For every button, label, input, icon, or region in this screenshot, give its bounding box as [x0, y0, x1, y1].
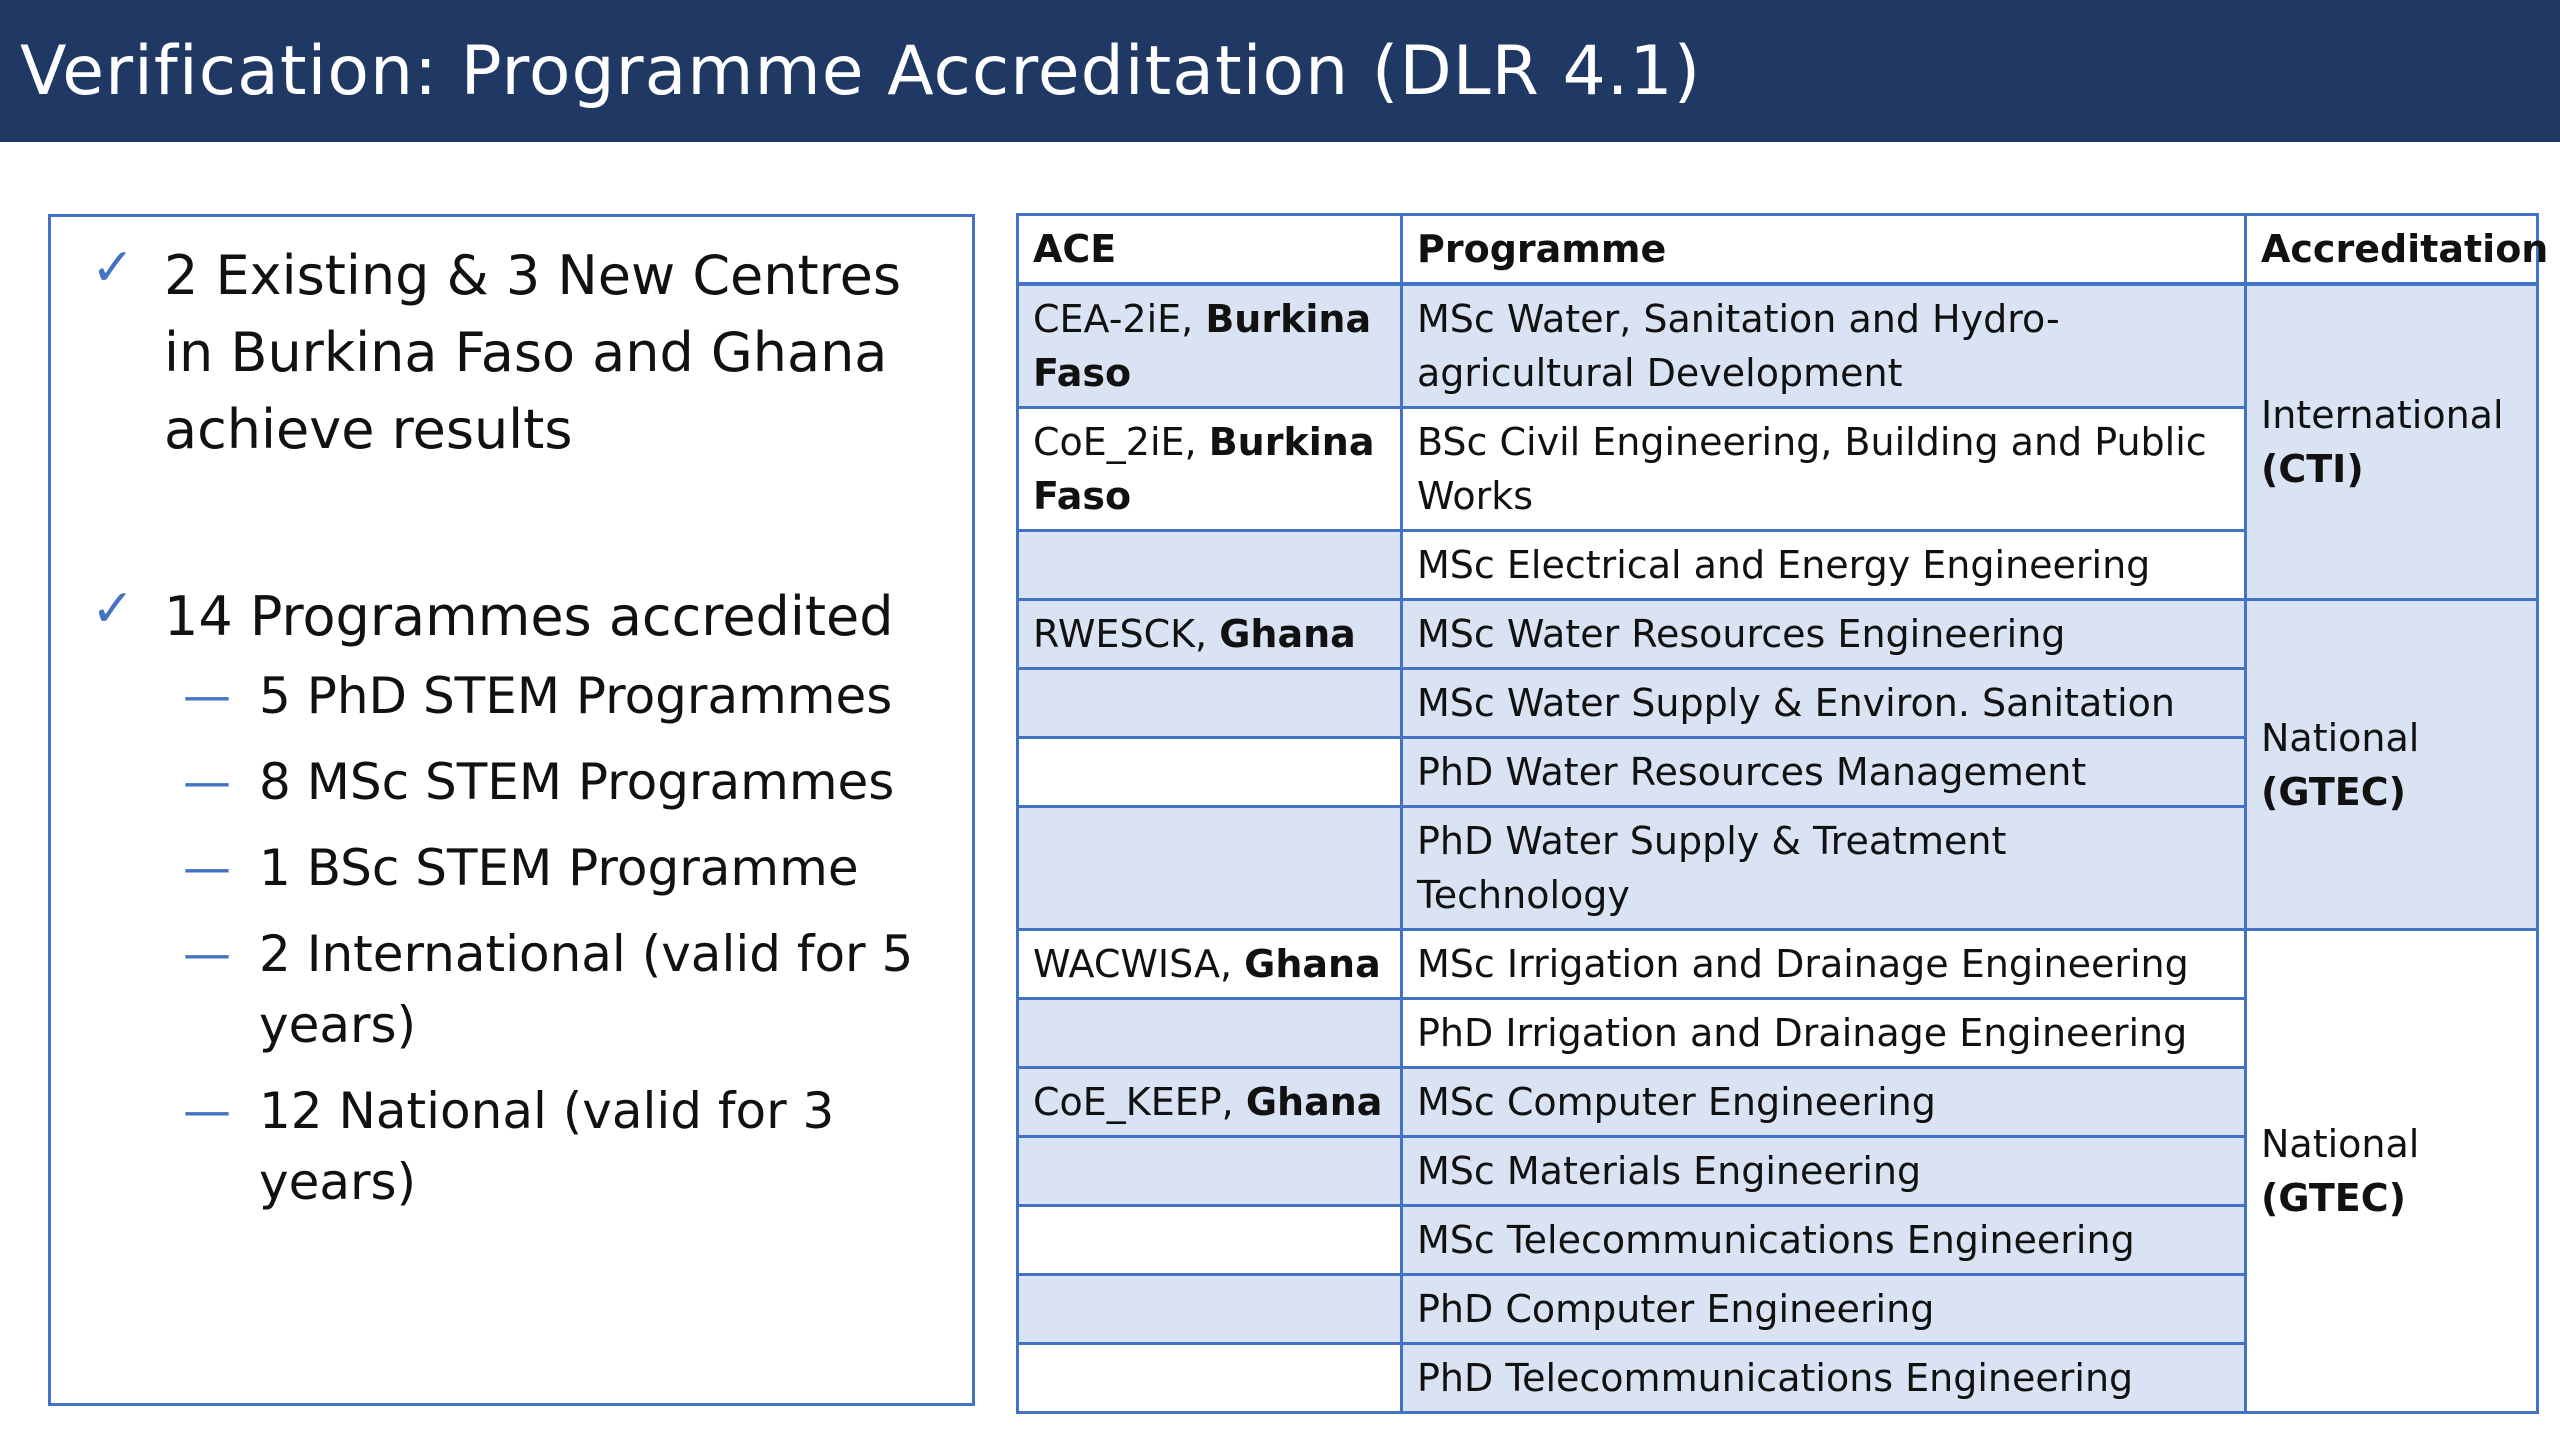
- dash-icon: —: [183, 1083, 231, 1139]
- accreditation-type: National: [2261, 1122, 2420, 1166]
- programme-cell: PhD Water Resources Management: [1402, 738, 2246, 807]
- programme-cell: PhD Irrigation and Drainage Engineering: [1402, 999, 2246, 1068]
- accreditation-body: (GTEC): [2261, 1176, 2407, 1220]
- table-row: [1018, 600, 2538, 669]
- sub-item-text: 1 BSc STEM Programme: [259, 839, 859, 897]
- ace-name: CoE_2iE,: [1033, 420, 1197, 464]
- header-ace: ACE: [1018, 215, 1402, 285]
- ace-name: RWESCK,: [1033, 612, 1208, 656]
- accreditation-cell: [2246, 930, 2538, 1413]
- table-row: [1018, 930, 2538, 999]
- dash-icon: —: [183, 840, 231, 896]
- sub-item: [71, 1076, 952, 1218]
- accreditation-body: (GTEC): [2261, 769, 2407, 814]
- ace-cell: [1018, 284, 1402, 408]
- ace-country: Burkina Faso: [1033, 420, 1375, 518]
- summary-bullet-centres: [71, 237, 952, 468]
- bullet-text: 14 Programmes accredited: [164, 585, 894, 648]
- table-row: [1018, 284, 2538, 408]
- ace-cell: [1018, 1206, 1402, 1275]
- accreditation-type: National: [2261, 715, 2420, 760]
- sub-item: [71, 661, 952, 732]
- programme-cell: MSc Water Resources Engineering: [1402, 600, 2246, 669]
- programme-cell: MSc Materials Engineering: [1402, 1137, 2246, 1206]
- dash-icon: —: [183, 926, 231, 982]
- programme-cell: MSc Computer Engineering: [1402, 1068, 2246, 1137]
- ace-cell: [1018, 531, 1402, 600]
- header-accreditation: Accreditation: [2246, 215, 2538, 285]
- accreditation-body: (CTI): [2261, 447, 2364, 491]
- ace-cell: [1018, 1344, 1402, 1413]
- slide-title: Verification: Programme Accreditation (DLR 4.1): [0, 0, 2560, 142]
- accreditation-type: International: [2261, 393, 2504, 437]
- programme-cell: MSc Electrical and Energy Engineering: [1402, 531, 2246, 600]
- accreditation-table: [1016, 213, 2549, 1414]
- dash-icon: —: [183, 668, 231, 724]
- programme-cell: BSc Civil Engineering, Building and Public Works: [1402, 408, 2246, 531]
- ace-cell: [1018, 738, 1402, 807]
- sub-item: [71, 747, 952, 818]
- bullet-text: 2 Existing & 3 New Centres in Burkina Faso and Ghana achieve results: [164, 244, 902, 461]
- ace-name: WACWISA,: [1033, 942, 1233, 986]
- sub-item-text: 2 International (valid for 5 years): [259, 925, 914, 1054]
- ace-country: Ghana: [1245, 1080, 1383, 1124]
- accreditation-cell: [2246, 284, 2538, 600]
- ace-cell: [1018, 408, 1402, 531]
- dash-icon: —: [183, 754, 231, 810]
- programme-cell: PhD Telecommunications Engineering: [1402, 1344, 2246, 1413]
- ace-cell: [1018, 999, 1402, 1068]
- summary-box: [48, 214, 975, 1406]
- summary-bullet-programmes: [71, 578, 952, 655]
- sub-item: [71, 919, 952, 1061]
- programme-cell: PhD Water Supply & Treatment Technology: [1402, 807, 2246, 930]
- ace-name: CoE_KEEP,: [1033, 1080, 1234, 1124]
- checkmark-icon: ✓: [91, 238, 135, 298]
- programme-cell: MSc Irrigation and Drainage Engineering: [1402, 930, 2246, 999]
- ace-cell: [1018, 600, 1402, 669]
- ace-cell: [1018, 930, 1402, 999]
- sub-item-text: 12 National (valid for 3 years): [259, 1082, 835, 1211]
- ace-cell: [1018, 669, 1402, 738]
- ace-name: CEA-2iE,: [1033, 297, 1194, 341]
- ace-country: Burkina Faso: [1033, 297, 1372, 395]
- ace-cell: [1018, 1137, 1402, 1206]
- ace-cell: [1018, 1275, 1402, 1344]
- programme-cell: MSc Water Supply & Environ. Sanitation: [1402, 669, 2246, 738]
- sub-item: [71, 833, 952, 904]
- ace-country: Ghana: [1219, 612, 1356, 656]
- accreditation-table-container: [1016, 213, 2549, 1406]
- accreditation-cell: [2246, 600, 2538, 930]
- header-programme: Programme: [1402, 215, 2246, 285]
- ace-cell: [1018, 1068, 1402, 1137]
- ace-country: Ghana: [1244, 942, 1381, 986]
- table-header-row: [1018, 215, 2538, 285]
- programme-breakdown-list: [71, 661, 952, 1218]
- programme-cell: MSc Water, Sanitation and Hydro-agricultural Development: [1402, 284, 2246, 408]
- sub-item-text: 8 MSc STEM Programmes: [259, 753, 895, 811]
- programme-cell: PhD Computer Engineering: [1402, 1275, 2246, 1344]
- sub-item-text: 5 PhD STEM Programmes: [259, 667, 893, 725]
- ace-cell: [1018, 807, 1402, 930]
- checkmark-icon: ✓: [91, 579, 135, 639]
- programme-cell: MSc Telecommunications Engineering: [1402, 1206, 2246, 1275]
